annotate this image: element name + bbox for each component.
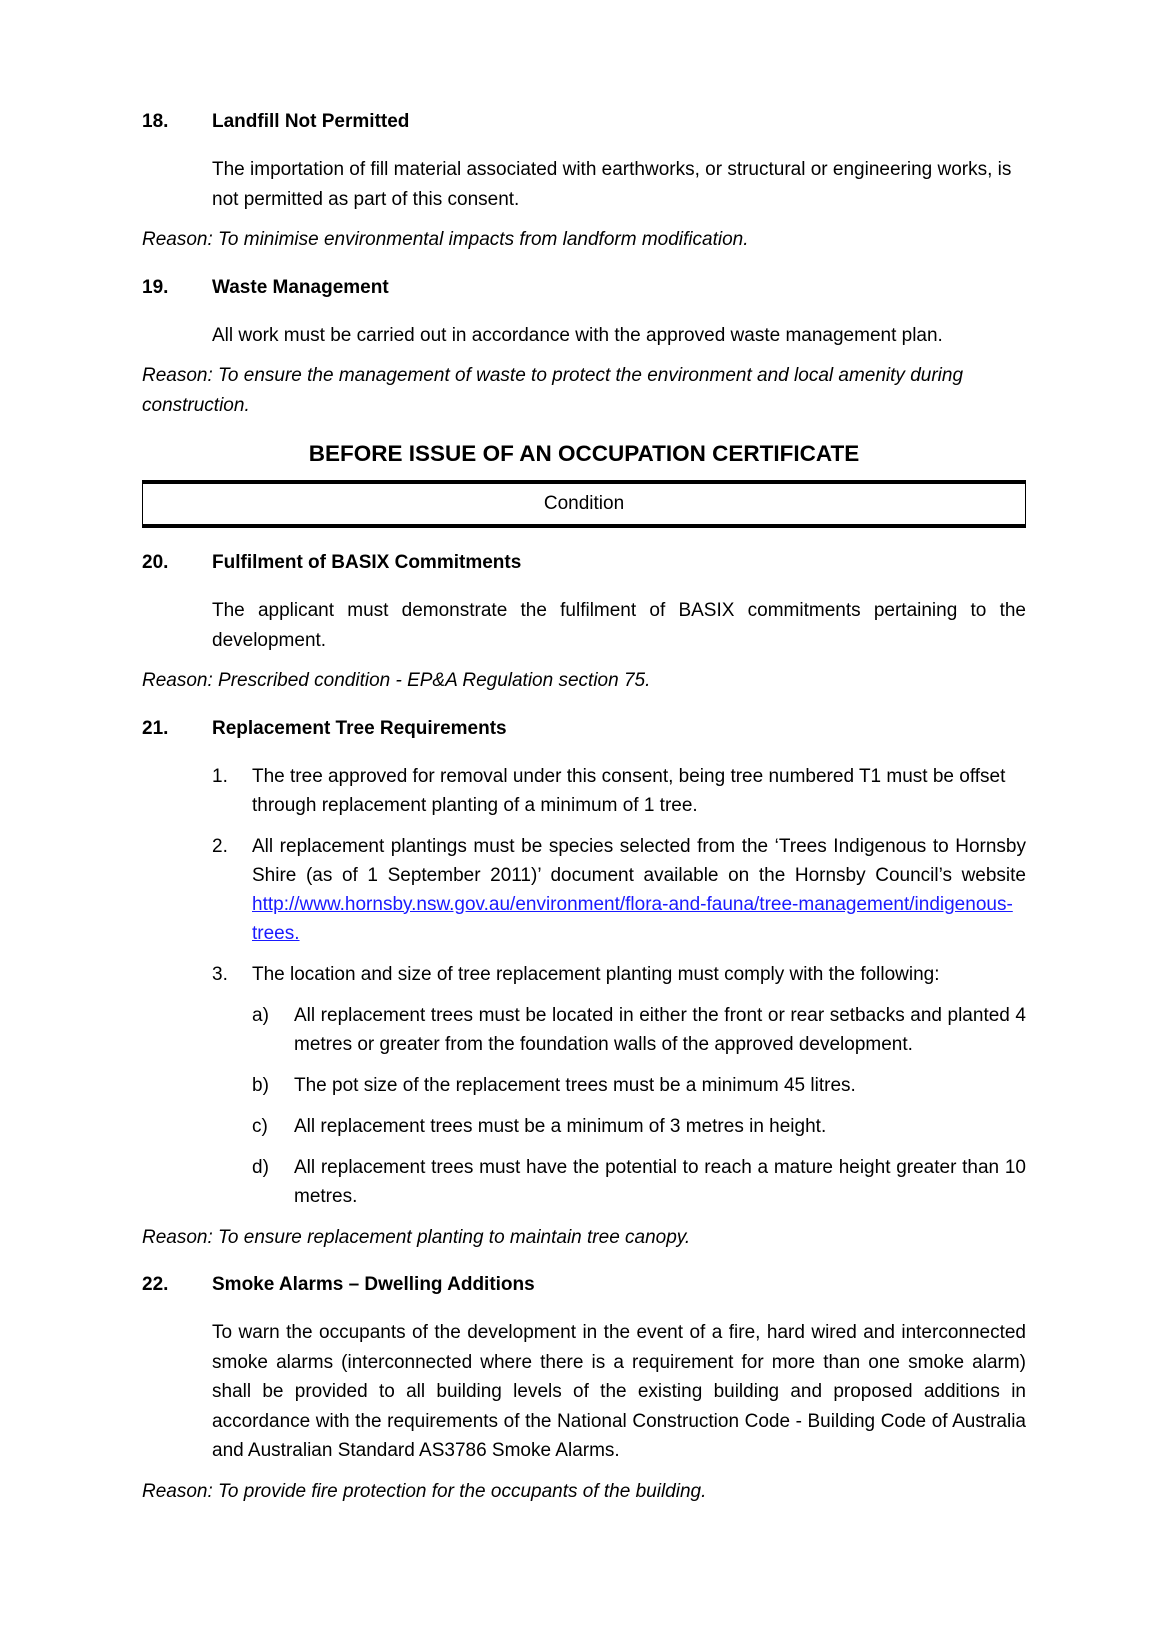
condition-title: Fulfilment of BASIX Commitments — [212, 552, 522, 573]
condition-body: The importation of fill material associated with earthworks, or structural or engineering works, is not permitted as part of this consent. — [212, 159, 1012, 210]
sub-list-item — [252, 1153, 1026, 1211]
list-item-text: The location and size of tree replacement planting must comply with the following: — [252, 963, 940, 985]
sub-list-item — [252, 1071, 1026, 1100]
section-heading: BEFORE ISSUE OF AN OCCUPATION CERTIFICATE — [308, 441, 860, 466]
list-item-text: All replacement trees must have the potential to reach a mature height greater than 10 metres. — [294, 1156, 1026, 1207]
condition-table-header — [142, 480, 1026, 528]
lettered-list — [252, 1001, 1026, 1211]
document-page — [142, 108, 1026, 1525]
list-marker: 1. — [212, 765, 228, 787]
list-marker: c) — [252, 1115, 268, 1137]
condition-reason: Reason: To minimise environmental impacts from landform modification. — [142, 229, 749, 250]
condition-body: To warn the occupants of the development in the event of a fire, hard wired and interconnected smoke alarms (interconnected where there is a requirement for more than one smoke alarm) shall be provided to all building levels of the existing building and proposed additions in accordance with the requirements of the National Construction Code - Building Code of Australia and Australian Standard AS3786 Smoke Alarms. — [212, 1322, 1026, 1461]
condition-heading — [142, 108, 1026, 136]
condition-body: All work must be carried out in accordance with the approved waste management plan. — [212, 324, 943, 346]
condition-reason: Reason: To ensure replacement planting to maintain tree canopy. — [142, 1226, 691, 1248]
indigenous-trees-link[interactable]: http://www.hornsby.nsw.gov.au/environment/flora-and-fauna/tree-management/indigenous-trees. — [252, 893, 1013, 944]
list-marker: 3. — [212, 963, 228, 985]
list-item-text: All replacement trees must be located in either the front or rear setbacks and planted 4 metres or greater from the foundation walls of the approved development. — [294, 1004, 1026, 1055]
list-marker: b) — [252, 1074, 269, 1096]
condition-heading — [142, 549, 1026, 577]
sub-list-item — [252, 1112, 1026, 1141]
list-item-text: The pot size of the replacement trees must be a minimum 45 litres. — [294, 1074, 856, 1096]
condition-number: 18. — [142, 111, 169, 132]
condition-reason: Reason: To provide fire protection for the occupants of the building. — [142, 1480, 707, 1502]
condition-reason: Reason: Prescribed condition - EP&A Regulation section 75. — [142, 670, 651, 691]
condition-title: Waste Management — [212, 276, 389, 298]
list-marker: 2. — [212, 835, 228, 857]
condition-body: The applicant must demonstrate the fulfilment of BASIX commitments pertaining to the development. — [212, 600, 1026, 651]
condition-number: 20. — [142, 552, 169, 573]
list-item-text: All replacement plantings must be species selected from the ‘Trees Indigenous to Hornsby Shire (as of 1 September 2011)’ document available on the Hornsby Council’s website — [252, 835, 1026, 886]
condition-number: 21. — [142, 717, 169, 739]
list-item — [212, 762, 1026, 820]
condition-title: Landfill Not Permitted — [212, 111, 410, 132]
list-item — [212, 960, 1026, 989]
condition-heading — [142, 274, 1026, 302]
list-marker: d) — [252, 1156, 269, 1178]
condition-title: Replacement Tree Requirements — [212, 717, 507, 739]
list-marker: a) — [252, 1004, 269, 1026]
list-item-text: The tree approved for removal under this consent, being tree numbered T1 must be offset through replacement planting of a minimum of 1 tree. — [252, 765, 1006, 816]
condition-heading — [142, 715, 1026, 743]
numbered-list — [212, 762, 1026, 989]
condition-column-label: Condition — [543, 493, 625, 514]
list-item — [212, 832, 1026, 948]
condition-number: 19. — [142, 276, 169, 298]
list-item-text: All replacement trees must be a minimum of 3 metres in height. — [294, 1115, 827, 1137]
condition-reason: Reason: To ensure the management of waste to protect the environment and local amenity during construction. — [142, 365, 964, 416]
list-item-text-container — [252, 832, 1026, 948]
sub-list-item — [252, 1001, 1026, 1059]
condition-heading — [142, 1271, 1026, 1299]
condition-number: 22. — [142, 1274, 169, 1295]
condition-title: Smoke Alarms – Dwelling Additions — [212, 1274, 535, 1295]
